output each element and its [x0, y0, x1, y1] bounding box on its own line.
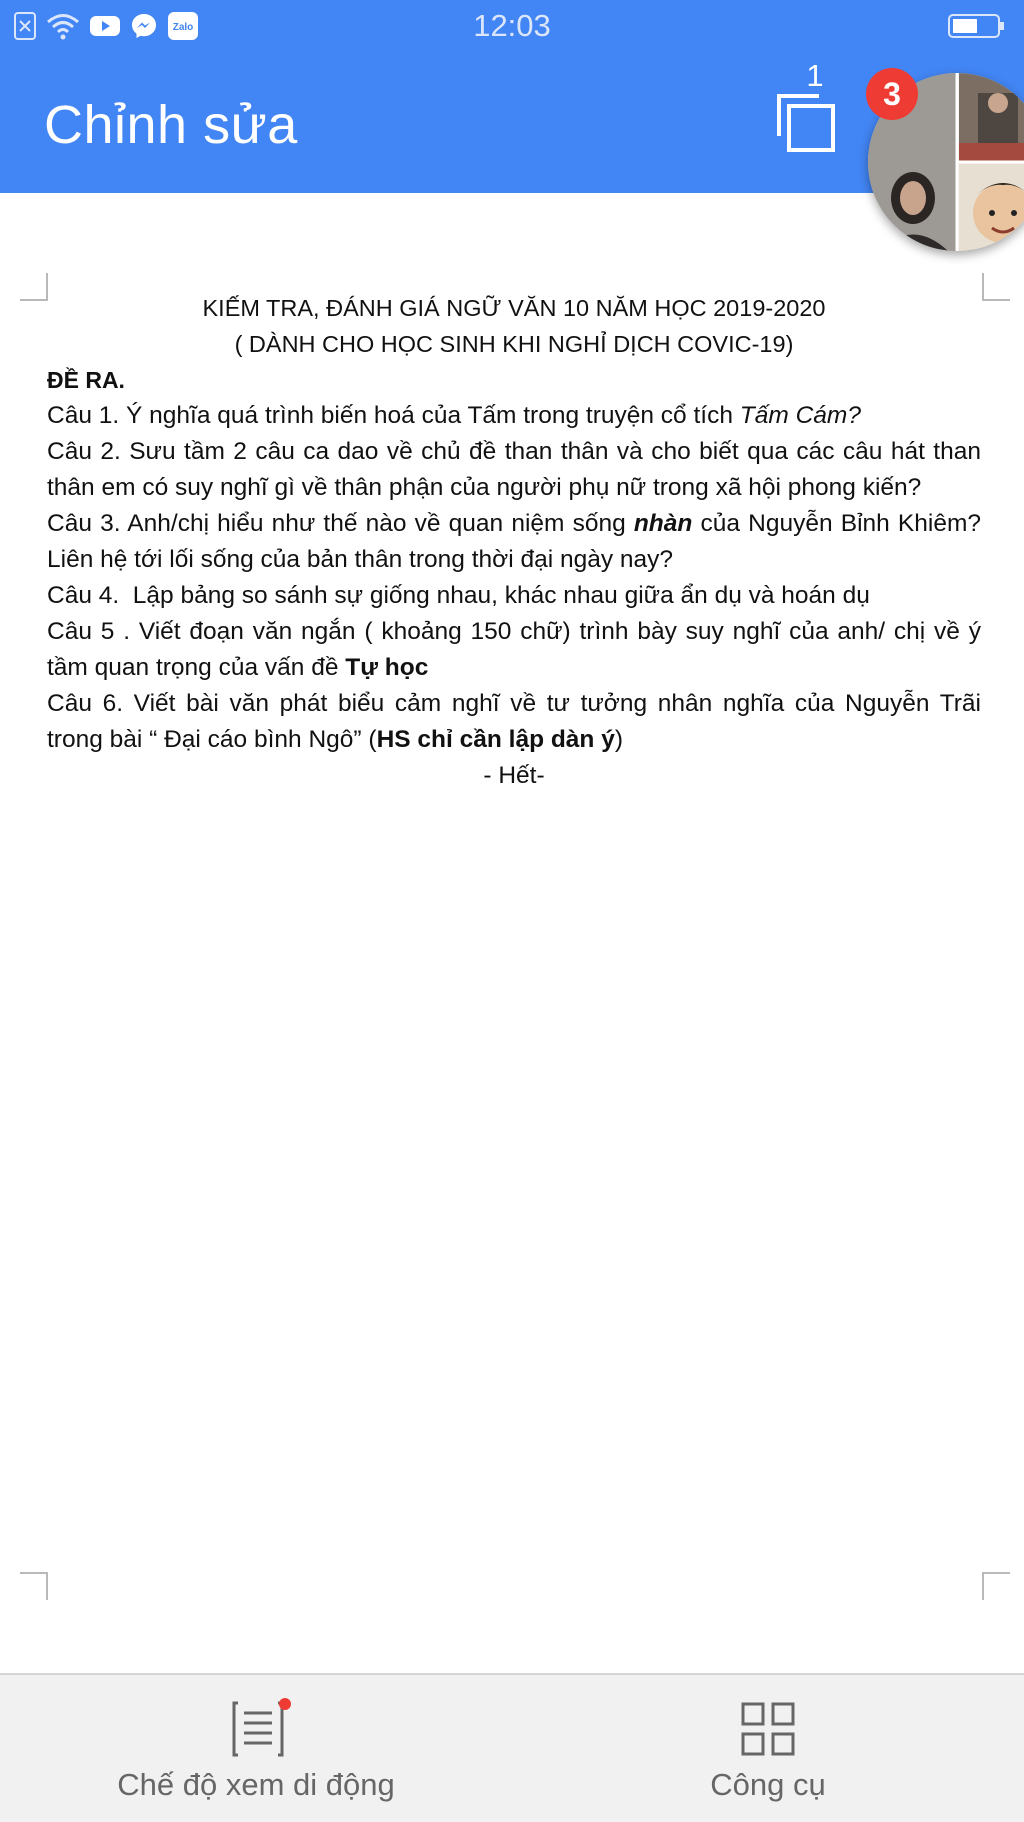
question-1	[47, 398, 981, 434]
question-5-bold: Tự học	[345, 654, 429, 681]
mobile-view-button[interactable]	[0, 1675, 512, 1822]
mobile-view-icon	[232, 1701, 288, 1757]
grid-icon	[740, 1701, 796, 1757]
document-subheading: ( DÀNH CHO HỌC SINH KHI NGHỈ DỊCH COVIC-19)	[234, 331, 794, 357]
bottom-bar	[0, 1673, 1024, 1822]
status-time: 12:03	[473, 8, 551, 43]
question-6-text-before: Câu 6. Viết bài văn phát biểu cảm nghĩ về tư tưởng nhân nghĩa của Nguyễn Trãi trong bài “ Đại cáo bình Ngô” (	[47, 690, 981, 753]
mobile-view-label: Chế độ xem di động	[117, 1767, 395, 1802]
question-6-bold: HS chỉ cần lập dàn ý	[376, 726, 615, 753]
page-corner-bottom-right	[982, 1572, 1010, 1600]
document-page[interactable]	[47, 290, 981, 794]
page-count-number: 1	[806, 58, 824, 93]
document-end: - Hết-	[483, 762, 545, 789]
page-title: Chỉnh sửa	[44, 95, 298, 155]
new-indicator-dot	[279, 1698, 291, 1710]
question-3	[47, 506, 981, 578]
page-count-button[interactable]	[775, 92, 837, 154]
document-heading: KIẾM TRA, ĐÁNH GIÁ NGỮ VĂN 10 NĂM HỌC 2019-2020	[202, 295, 826, 321]
page-corner-top-left	[20, 273, 48, 301]
question-3-emphasis: nhàn	[633, 510, 693, 537]
question-4: Câu 4. Lập bảng so sánh sự giống nhau, khác nhau giữa ẩn dụ và hoán dụ	[47, 582, 870, 609]
notification-badge: 3	[866, 68, 918, 120]
question-1-title: Tấm Cám?	[739, 402, 861, 429]
pages-icon	[775, 92, 837, 154]
page-corner-top-right	[982, 273, 1010, 301]
question-1-text: Câu 1. Ý nghĩa quá trình biến hoá của Tấm trong truyện cổ tích	[47, 402, 740, 429]
page-corner-bottom-left	[20, 1572, 48, 1600]
question-5	[47, 614, 981, 686]
status-bar	[0, 0, 1024, 52]
question-3-text-before: Câu 3. Anh/chị hiểu như thế nào về quan niệm sống	[47, 510, 634, 537]
zalo-label: Zalo	[172, 22, 194, 33]
question-3-text-after: của Nguyễn Bỉnh Khiêm? Liên hệ tới lối sống của bản thân trong thời đại ngày nay?	[47, 510, 982, 573]
section-label: ĐỀ RA.	[47, 367, 125, 393]
tools-button[interactable]	[512, 1675, 1024, 1822]
tools-label: Công cụ	[710, 1767, 826, 1802]
question-6-text-after: )	[614, 726, 623, 753]
question-5-text: Câu 5 . Viết đoạn văn ngắn ( khoảng 150 chữ) trình bày suy nghĩ của anh/ chị về ý tầm quan trọng của vấn đề	[47, 618, 981, 681]
question-6	[47, 686, 981, 758]
question-2: Câu 2. Sưu tầm 2 câu ca dao về chủ đề than thân và cho biết qua các câu hát than thân em có suy nghĩ gì về thân phận của người phụ nữ trong xã hội phong kiến?	[47, 438, 981, 501]
battery-icon	[948, 14, 1006, 43]
